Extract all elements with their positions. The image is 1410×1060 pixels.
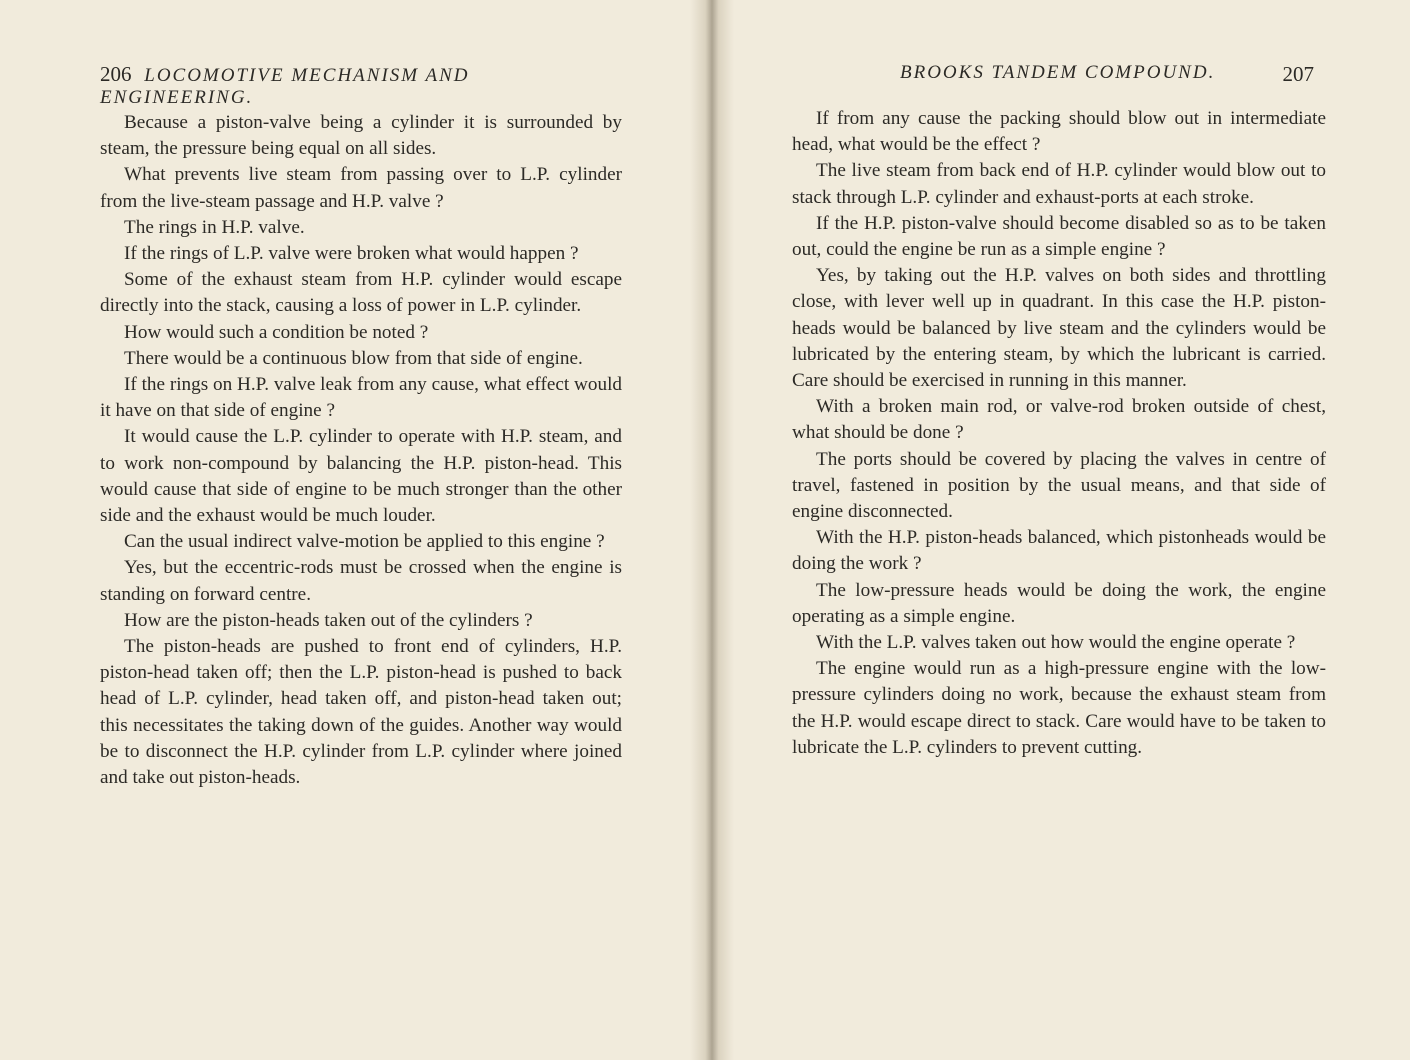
left-page-number: 206 [100, 62, 132, 86]
book-gutter [690, 0, 734, 1060]
paragraph: If the H.P. piston-valve should become disabled so as to be taken out, could the engine be run as a simple engine ? [792, 212, 1326, 261]
right-page-body [792, 106, 1326, 761]
left-page-body [100, 110, 622, 791]
paragraph: With a broken main rod, or valve-rod broken outside of chest, what should be done ? [792, 396, 1326, 444]
paragraph: What prevents live steam from passing over to L.P. cylinder from the live-steam passage and H.P. valve ? [100, 164, 622, 212]
paragraph: It would cause the L.P. cylinder to operate with H.P. steam, and to work non-compound by balancing the H.P. piston-head. This would cause that side of engine to be much stronger than the other side and the exhaust would be much louder. [100, 426, 622, 527]
paragraph: Can the usual indirect valve-motion be applied to this engine ? [124, 531, 605, 553]
paragraph: The rings in H.P. valve. [124, 216, 305, 238]
paragraph: If the rings of L.P. valve were broken what would happen ? [124, 243, 579, 265]
paragraph: The low-pressure heads would be doing the work, the engine operating as a simple engine. [792, 579, 1326, 627]
right-running-header [900, 62, 1314, 87]
left-running-header [100, 62, 616, 109]
paragraph: If the rings on H.P. valve leak from any cause, what effect would it have on that side of engine ? [100, 374, 622, 422]
paragraph: Because a piston-valve being a cylinder it is surrounded by steam, the pressure being equal on all sides. [100, 112, 622, 160]
right-page [712, 0, 1410, 1060]
paragraph: The live steam from back end of H.P. cylinder would blow out to stack through L.P. cylinder and exhaust-ports at each stroke. [792, 160, 1326, 208]
paragraph: With the L.P. valves taken out how would the engine operate ? [816, 632, 1296, 654]
right-page-number: 207 [1282, 62, 1314, 86]
paragraph: The ports should be covered by placing the valves in centre of travel, fastened in position by the usual means, and that side of engine disconnected. [792, 448, 1326, 523]
paragraph: Yes, but the eccentric-rods must be crossed when the engine is standing on forward centre. [100, 557, 622, 605]
paragraph: The engine would run as a high-pressure engine with the low-pressure cylinders doing no work, because the exhaust steam from the H.P. would escape direct to stack. Care would have to be taken to lubricate the L.P. cylinders to prevent cutting. [792, 658, 1326, 758]
left-running-head: LOCOMOTIVE MECHANISM AND ENGINEERING. [100, 65, 470, 108]
paragraph: Yes, by taking out the H.P. valves on both sides and throttling close, with lever well up in quadrant. In this case the H.P. piston-heads would be balanced by live steam and the cylinders would be lubricated by the entering steam, by which the lubricant is carried. Care should be exercised in running in this manner. [792, 265, 1326, 392]
paragraph: If from any cause the packing should blow out in intermediate head, what would be the effect ? [792, 108, 1326, 156]
paragraph: Some of the exhaust steam from H.P. cylinder would escape directly into the stack, causing a loss of power in L.P. cylinder. [100, 269, 622, 317]
right-running-head: BROOKS TANDEM COMPOUND. [900, 62, 1216, 83]
paragraph: There would be a continuous blow from that side of engine. [124, 347, 583, 369]
paragraph: The piston-heads are pushed to front end of cylinders, H.P. piston-head taken off; then the L.P. piston-head is pushed to back head of L.P. cylinder, head taken off, and piston-head taken out; this necessitates the taking down of the guides. Another way would be to disconnect the H.P. cylinder from L.P. cylinder where joined and take out piston-heads. [100, 636, 622, 789]
paragraph: With the H.P. piston-heads balanced, which pistonheads would be doing the work ? [792, 527, 1326, 575]
paragraph: How are the piston-heads taken out of the cylinders ? [124, 609, 533, 631]
paragraph: How would such a condition be noted ? [124, 321, 429, 343]
